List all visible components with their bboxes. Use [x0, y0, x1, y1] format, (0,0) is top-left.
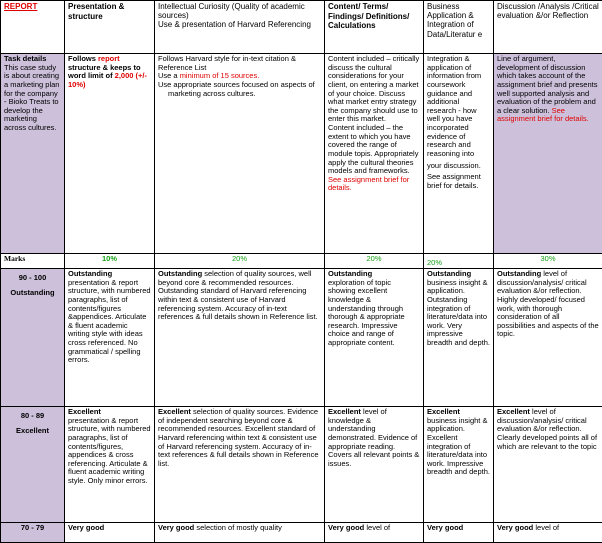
business-header-cell: [424, 1, 494, 54]
band-bold: Outstanding: [497, 269, 541, 278]
band-text: presentation & report structure, with numbered paragraphs, list of contents/figures, appendices & cross referencing. Articulate & fluent academic writing style. Only minor errors.: [68, 416, 151, 485]
band-label-cell: [1, 523, 65, 543]
marks-discussion: 30%: [494, 254, 602, 269]
band-bold: Outstanding: [68, 269, 112, 278]
presentation-header-cell: [65, 1, 155, 54]
band-sources-cell: [155, 269, 325, 407]
content-header: Content/ Terms/ Findings/ Definitions/ Calculations: [328, 2, 409, 30]
task-presentation-mid: structure & keeps to word limit of: [68, 63, 141, 81]
task-content-p2: Content included – the extent to which you have covered the range of module topis. Appropriately apply the cultural theories models and frameworks.: [328, 124, 420, 176]
task-details-row: [1, 54, 602, 254]
band-bold: Outstanding: [427, 269, 471, 278]
task-details-title: Task details: [4, 54, 46, 63]
band-text: business insight & application. Outstanding integration of literature/data into work. Very impressive breadth and depth.: [427, 278, 490, 347]
band-bold: Excellent: [158, 407, 191, 416]
task-details-text: This case study is about creating a marketing plan for the company - Bioko Treats to develop the marketing across cultures.: [4, 63, 59, 132]
band-row-excellent: [1, 407, 602, 523]
task-sources-l2-red: minimum of 15 sources.: [180, 71, 260, 80]
band-bold: Very good: [68, 523, 104, 532]
task-discussion-red: See assignment brief for details.: [497, 106, 589, 124]
task-details-label-cell: [1, 54, 65, 254]
task-business-cell: [424, 54, 494, 254]
band-discussion-cell: [494, 407, 602, 523]
band-text: level of discussion/analysis/ critical evaluation &/or reflection. Highly developed/ focused work, with thorough consideration of all possibilities and aspects of the topic.: [497, 269, 599, 338]
band-range: 80 - 89: [4, 412, 61, 421]
band-presentation-cell: [65, 407, 155, 523]
task-content-p1: Content included – critically discuss the cultural considerations for your client, on entering a market of your choice. Discuss what market entry strategy the company should use to enter this market.: [328, 55, 420, 124]
band-text: level of: [366, 523, 390, 532]
band-bold: Excellent: [497, 407, 530, 416]
band-text: level of discussion/analysis/ critical evaluation &/or reflection. Clearly developed points all of which are relevant to the topic: [497, 407, 597, 451]
band-text: selection of quality sources, well beyond core & recommended resources. Outstanding standard of Harvard referencing within text & consistent use of Harvard referencing system. Accuracy of in-text references & full details shown in Reference list.: [158, 269, 318, 321]
marks-presentation: 10%: [65, 254, 155, 269]
task-content-cell: [325, 54, 424, 254]
band-bold: Very good: [497, 523, 533, 532]
band-row-very-good: [1, 523, 602, 543]
marks-row: [1, 254, 602, 269]
band-text: exploration of topic showing excellent knowledge & understanding through thorough & appropriate research. Impressive choice and range of appropriate content.: [328, 278, 405, 347]
task-presentation-cell: [65, 54, 155, 254]
band-text: business insight & application. Excellent integration of literature/data into work. Impressive breadth and depth.: [427, 416, 490, 477]
band-range: 70 - 79: [4, 524, 61, 533]
task-sources-l1: Follows Harvard style for in-text citation & Reference List: [158, 55, 321, 72]
task-business-p3: See assignment brief for details.: [427, 173, 490, 190]
task-presentation-report: report: [98, 54, 120, 63]
report-header-cell: [1, 1, 65, 54]
band-content-cell: [325, 523, 424, 543]
content-header-cell: [325, 1, 424, 54]
sources-header-line1: Intellectual Curiosity (Quality of academic sources): [158, 2, 321, 20]
band-text: selection of quality sources. Evidence of independent searching beyond core & recommended resources. Excellent standard of Harvard referencing within text & consistent use of Harvard referencing system. Accuracy of in-text references & full details shown in Reference list.: [158, 407, 319, 468]
header-row: [1, 1, 602, 54]
band-bold: Very good: [427, 523, 463, 532]
marks-content: 20%: [325, 254, 424, 269]
business-header: Business Application & Integration of Data/Literatur e: [427, 2, 482, 39]
band-row-outstanding: [1, 269, 602, 407]
marks-sources: 20%: [155, 254, 325, 269]
band-business-cell: [424, 269, 494, 407]
band-business-cell: [424, 407, 494, 523]
marks-business: 20%: [424, 254, 494, 269]
band-bold: Outstanding: [328, 269, 372, 278]
band-content-cell: [325, 269, 424, 407]
discussion-header-cell: [494, 1, 602, 54]
band-presentation-cell: [65, 269, 155, 407]
band-grade: Outstanding: [4, 289, 61, 298]
task-discussion-cell: [494, 54, 602, 254]
band-business-cell: [424, 523, 494, 543]
task-sources-l3: Use appropriate sources focused on aspects of marketing across cultures.: [158, 81, 321, 98]
task-content-red: See assignment brief for details.: [328, 176, 420, 193]
presentation-header: Presentation & structure: [68, 2, 124, 21]
band-discussion-cell: [494, 269, 602, 407]
band-bold: Excellent: [328, 407, 361, 416]
band-content-cell: [325, 407, 424, 523]
band-label-cell: [1, 407, 65, 523]
band-bold: Very good: [328, 523, 364, 532]
band-sources-cell: [155, 523, 325, 543]
band-text: level of knowledge & understanding demonstrated. Evidence of appropriate reading. Covers all relevant points & issues.: [328, 407, 419, 468]
band-label-cell: [1, 269, 65, 407]
sources-header-cell: [155, 1, 325, 54]
sources-header-line2: Use & presentation of Harvard Referencing: [158, 20, 321, 29]
band-sources-cell: [155, 407, 325, 523]
task-sources-cell: [155, 54, 325, 254]
band-bold: Very good: [158, 523, 194, 532]
band-grade: Excellent: [4, 427, 61, 436]
task-business-p1: Integration & application of information from coursework guidance and additional research - how well you have incorporated evidence of research and reasoning into: [427, 55, 490, 159]
task-presentation-pre: Follows: [68, 54, 98, 63]
report-label: REPORT: [4, 2, 37, 11]
task-presentation-wordlimit: 2,000 (+/- 10%): [68, 71, 147, 89]
band-text: selection of mostly quality: [196, 523, 281, 532]
band-presentation-cell: [65, 523, 155, 543]
band-bold: Excellent: [427, 407, 460, 416]
band-discussion-cell: [494, 523, 602, 543]
marks-label: Marks: [1, 254, 65, 269]
task-discussion-p1: Line of argument, development of discussion which takes account of the assignment brief and presents well supported analysis and evaluation of the problem and a clear solution.: [497, 54, 597, 115]
band-bold: Outstanding: [158, 269, 202, 278]
band-bold: Excellent: [68, 407, 101, 416]
discussion-header: Discussion /Analysis /Critical evaluation &/or Reflection: [497, 2, 599, 20]
task-sources-l2-pre: Use a: [158, 71, 180, 80]
band-text: presentation & report structure, with numbered paragraphs, list of contents/figures &appendices. Articulate & fluent academic writing style with ideas cross referenced. No grammatical / spelling errors.: [68, 278, 151, 365]
task-business-p2: your discussion.: [427, 162, 490, 171]
band-range: 90 - 100: [4, 274, 61, 283]
band-text: level of: [535, 523, 559, 532]
